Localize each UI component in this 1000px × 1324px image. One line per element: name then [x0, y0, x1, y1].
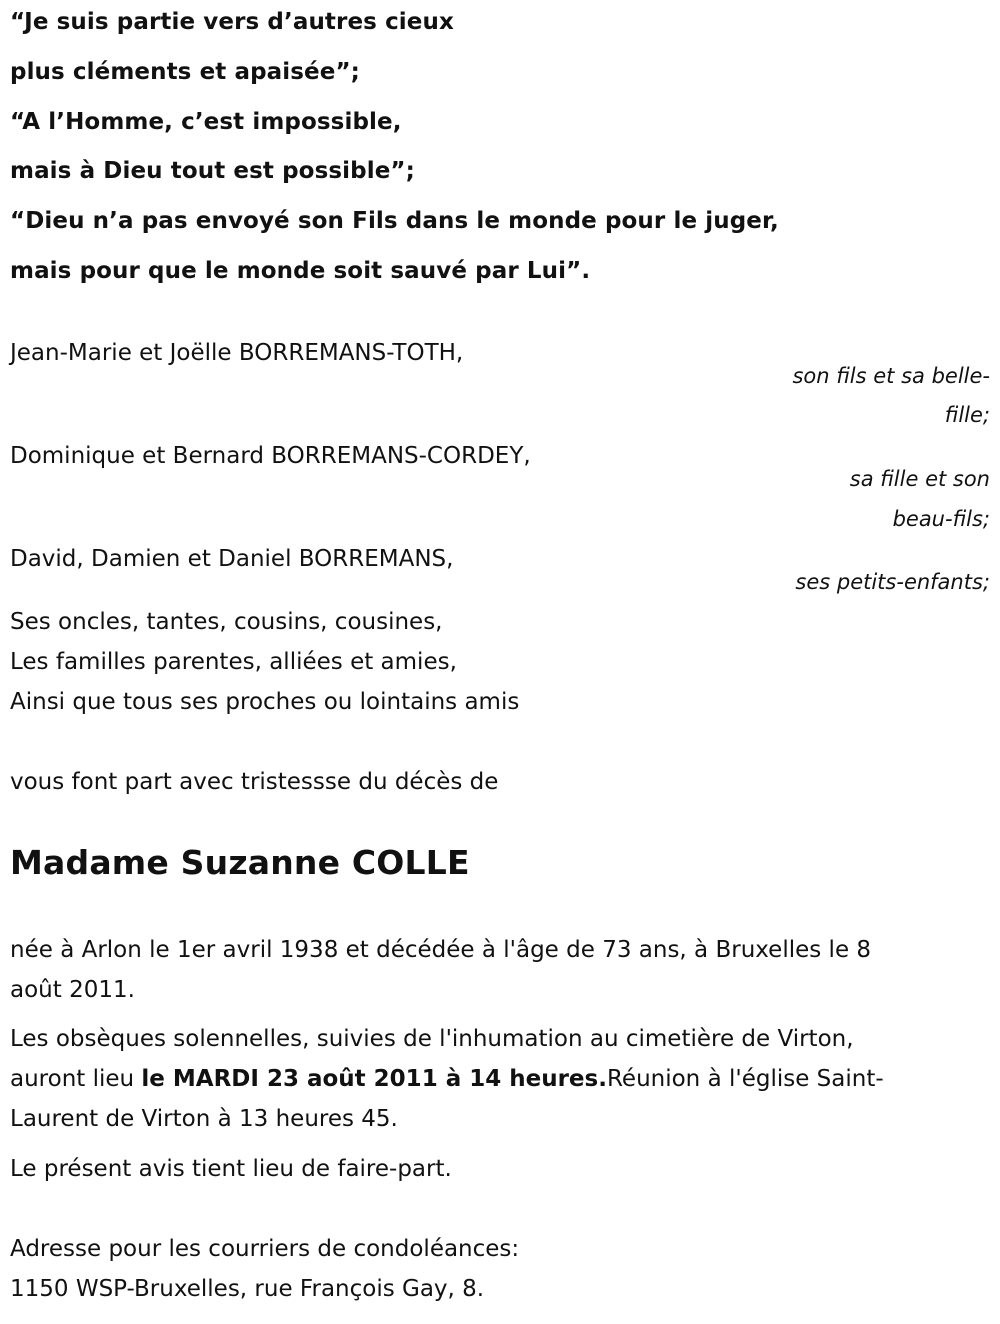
family-member-1-relation-2: fille; [944, 403, 990, 427]
notice: Le présent avis tient lieu de faire-part. [10, 1156, 452, 1182]
family-member-2-name: Dominique et Bernard BORREMANS-CORDEY, [10, 443, 531, 469]
birth-death-line-1: née à Arlon le 1er avril 1938 et décédée à l'âge de 73 ans, à Bruxelles le 8 [10, 937, 872, 963]
family-member-3-relation-1: ses petits-enfants; [795, 570, 990, 594]
funeral-date: le MARDI 23 août 2011 à 14 heures. [141, 1066, 607, 1092]
announcement: vous font part avec tristessse du décès de [10, 769, 499, 795]
address-value: 1150 WSP-Bruxelles, rue François Gay, 8. [10, 1276, 485, 1302]
relatives-line-3: Ainsi que tous ses proches ou lointains amis [10, 689, 520, 715]
birth-death-line-2: août 2011. [10, 977, 135, 1003]
funeral-line-3: Laurent de Virton à 13 heures 45. [10, 1106, 398, 1132]
family-member-3-name: David, Damien et Daniel BORREMANS, [10, 546, 454, 572]
quote-line-5: “Dieu n’a pas envoyé son Fils dans le monde pour le juger, [10, 208, 779, 234]
funeral-line-2 [10, 1066, 884, 1092]
quote-line-3: “A l’Homme, c’est impossible, [10, 109, 402, 135]
family-member-1-relation-1: son fils et sa belle- [792, 364, 990, 388]
family-member-2-relation-2: beau-fils; [892, 507, 990, 531]
funeral-line-2-prefix: auront lieu [10, 1066, 142, 1092]
funeral-line-2-suffix: Réunion à l'église Saint- [606, 1066, 884, 1092]
quote-line-6: mais pour que le monde soit sauvé par Lui”. [10, 258, 591, 284]
quote-line-2: plus cléments et apaisée”; [10, 59, 360, 85]
relatives-line-2: Les familles parentes, alliées et amies, [10, 649, 457, 675]
funeral-line-1: Les obsèques solennelles, suivies de l'inhumation au cimetière de Virton, [10, 1026, 854, 1052]
family-member-2-relation-1: sa fille et son [849, 467, 990, 491]
quote-line-4: mais à Dieu tout est possible”; [10, 158, 415, 184]
quote-line-1: “Je suis partie vers d’autres cieux [10, 9, 454, 35]
deceased-name: Madame Suzanne COLLE [10, 843, 470, 882]
address-label: Adresse pour les courriers de condoléances: [10, 1236, 520, 1262]
family-member-1-name: Jean-Marie et Joëlle BORREMANS-TOTH, [10, 340, 464, 366]
relatives-line-1: Ses oncles, tantes, cousins, cousines, [10, 609, 443, 635]
